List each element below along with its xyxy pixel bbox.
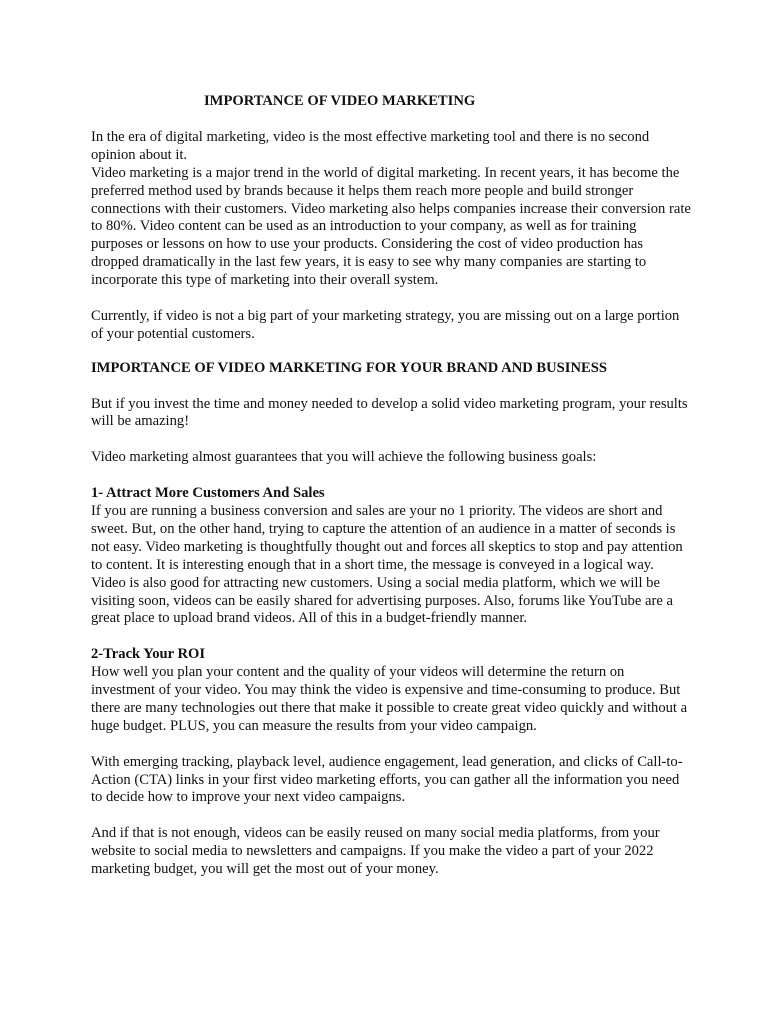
intro-paragraph-3: Currently, if video is not a big part of your marketing strategy, you are missing out on a large portion of your potential customers. (91, 307, 680, 342)
spacer (91, 628, 691, 646)
spacer (91, 290, 691, 308)
section-2-heading: 2-Track Your ROI (91, 646, 206, 663)
spacer (91, 807, 691, 825)
spacer (91, 736, 691, 754)
spacer (91, 431, 691, 449)
spacer (91, 467, 691, 485)
goals-paragraph: Video marketing almost guarantees that you will achieve the following business goals: (91, 449, 597, 466)
section-1-heading: 1- Attract More Customers And Sales (91, 485, 325, 502)
section-2-paragraph-2: With emerging tracking, playback level, audience engagement, lead generation, and clicks of Call-to-Action (CTA) links in your first video marketing efforts, you can gather all the information you need to decide how to improve your next video campaigns. (91, 753, 683, 806)
intro-paragraph-2: Video marketing is a major trend in the world of digital marketing. In recent years, it has become the preferred method used by brands because it helps them reach more people and build stronger connections with their customers. Video marketing also helps companies increase their conversion rate to 80%. Video content can be used as an introduction to your company, as well as for training purposes or lessons on how to use your products. Considering the cost of video production has dropped dramatically in the last few years, it is easy to see why many companies are starting to incorporate this type of marketing into their overall system. (91, 164, 691, 289)
intro-paragraph-1: In the era of digital marketing, video is the most effective marketing tool and there is no second opinion about it. (91, 128, 650, 163)
spacer (91, 378, 691, 396)
invest-paragraph: But if you invest the time and money needed to develop a solid video marketing program, your results will be amazing! (91, 395, 688, 430)
section-subheading: IMPORTANCE OF VIDEO MARKETING FOR YOUR BRAND AND BUSINESS (91, 359, 607, 376)
document-page (91, 93, 691, 879)
section-2-body: How well you plan your content and the quality of your videos will determine the return on investment of your video. You may think the video is expensive and time-consuming to produce. But there are many technologies out there that make it possible to create great video quickly and without a huge budget. PLUS, you can measure the results from your video campaign. (91, 664, 688, 734)
section-2-paragraph-3: And if that is not enough, videos can be easily reused on many social media platforms, from your website to social media to newsletters and campaigns. If you make the video a part of your 2022 marketing budget, you will get the most out of your money. (91, 825, 660, 878)
spacer (91, 344, 691, 360)
document-title: IMPORTANCE OF VIDEO MARKETING (204, 93, 476, 109)
section-1-body: If you are running a business conversion and sales are your no 1 priority. The videos are short and sweet. But, on the other hand, trying to capture the attention of an audience in a matter of seconds is not easy. Video marketing is thoughtfully thought out and forces all skeptics to stop and pay attention to content. It is interesting enough that in a short time, the message is conveyed in a logical way. Video is also good for attracting new customers. Using a social media platform, which we will be visiting soon, videos can be easily shared for advertising purposes. Also, forums like YouTube are a great place to upload brand videos. All of this in a budget-friendly manner. (91, 502, 683, 627)
